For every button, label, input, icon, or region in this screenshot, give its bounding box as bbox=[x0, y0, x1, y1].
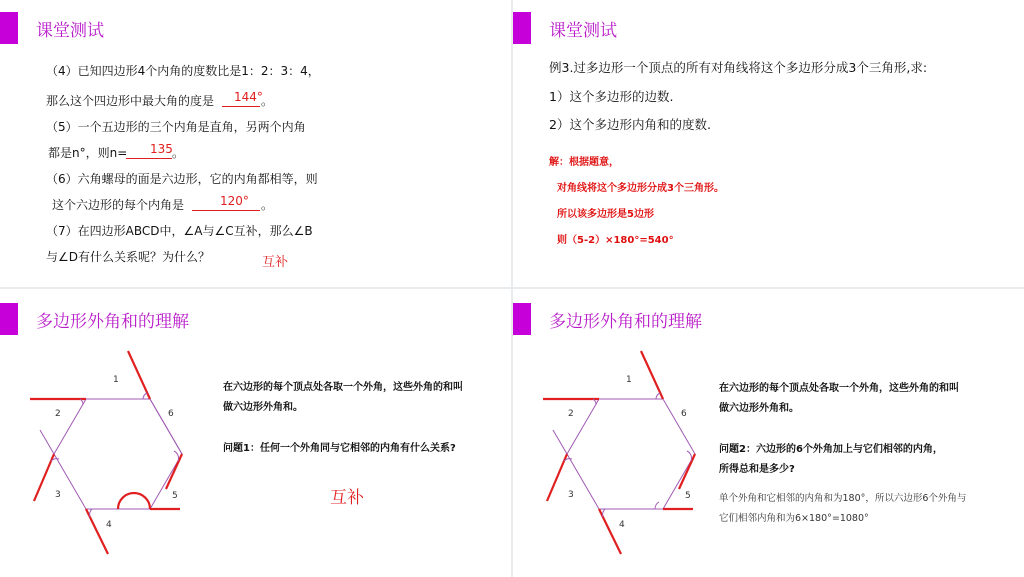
q4-line2: 那么这个四边形中最大角的度是 bbox=[46, 94, 215, 108]
note-line2: 它们相邻内角和为6×180°=1080° bbox=[719, 513, 869, 524]
question-2-line1: 问题2：六边形的6个外角加上与它们相邻的内角， bbox=[719, 444, 943, 455]
definition-line2: 做六边形外角和。 bbox=[719, 403, 799, 414]
q4-end: 。 bbox=[261, 94, 274, 108]
q5-answer: 135 bbox=[150, 142, 173, 156]
accent-bar bbox=[513, 12, 531, 44]
slide-quiz-1 bbox=[0, 0, 511, 287]
q7-line2: 与∠D有什么关系呢？为什么？ bbox=[46, 250, 210, 264]
question-2-line2: 所得总和是多少? bbox=[719, 464, 795, 475]
solution-line4: 则（5-2）×180°=540° bbox=[557, 235, 674, 246]
q5-line1: （5）一个五边形的三个内角是直角，另两个内角 bbox=[46, 120, 306, 134]
hexagon-diagram bbox=[0, 289, 220, 577]
slide-quiz-2 bbox=[513, 0, 1024, 287]
label-6: 6 bbox=[168, 409, 174, 419]
slide-title: 课堂测试 bbox=[36, 21, 104, 41]
q6-blank bbox=[192, 210, 260, 211]
label-5: 5 bbox=[172, 491, 178, 501]
solution-line2: 对角线将这个多边形分成3个三角形。 bbox=[557, 183, 724, 194]
label-4: 4 bbox=[619, 520, 625, 530]
hexagon-diagram bbox=[513, 289, 733, 577]
example-statement: 例3.过多边形一个顶点的所有对角线将这个多边形分成3个三角形,求: bbox=[549, 60, 928, 75]
label-1: 1 bbox=[626, 375, 632, 385]
definition-line1: 在六边形的每个顶点处各取一个外角，这些外角的和叫 bbox=[719, 383, 959, 394]
q4-line1: （4）已知四边形4个内角的度数比是1：2：3：4， bbox=[46, 64, 320, 78]
label-2: 2 bbox=[55, 409, 61, 419]
q5-line2: 都是n°，则n= bbox=[48, 146, 128, 160]
q6-end: 。 bbox=[261, 198, 274, 212]
accent-bar bbox=[0, 12, 18, 44]
note-line1: 单个外角和它相邻的内角和为180°，所以六边形6个外角与 bbox=[719, 493, 967, 504]
label-3: 3 bbox=[568, 490, 574, 500]
definition-line2: 做六边形外角和。 bbox=[223, 402, 303, 413]
slide-title: 课堂测试 bbox=[549, 21, 617, 41]
slide-title: 多边形外角和的理解 bbox=[36, 312, 189, 332]
label-4: 4 bbox=[106, 520, 112, 530]
q7-line1: （7）在四边形ABCD中，∠A与∠C互补，那么∠B bbox=[46, 224, 313, 238]
label-3: 3 bbox=[55, 490, 61, 500]
label-2: 2 bbox=[568, 409, 574, 419]
example-q2: 2）这个多边形内角和的度数. bbox=[549, 117, 711, 132]
solution-line3: 所以该多边形是5边形 bbox=[557, 209, 654, 220]
example-q1: 1）这个多边形的边数. bbox=[549, 89, 674, 104]
question-1: 问题1：任何一个外角同与它相邻的内角有什么关系? bbox=[223, 443, 456, 454]
answer-complementary: 互补 bbox=[330, 488, 364, 508]
q7-answer: 互补 bbox=[262, 255, 289, 270]
definition-line1: 在六边形的每个顶点处各取一个外角，这些外角的和叫 bbox=[223, 382, 463, 393]
q4-answer: 144° bbox=[234, 90, 263, 104]
q5-end: 。 bbox=[172, 146, 185, 160]
label-6: 6 bbox=[681, 409, 687, 419]
solution-line1: 解：根据题意， bbox=[549, 157, 619, 168]
label-5: 5 bbox=[685, 491, 691, 501]
label-1: 1 bbox=[113, 375, 119, 385]
slide-exterior-angles-2 bbox=[513, 289, 1024, 577]
slide-title: 多边形外角和的理解 bbox=[549, 312, 702, 332]
slide-exterior-angles-1 bbox=[0, 289, 511, 577]
q6-line1: （6）六角螺母的面是六边形，它的内角都相等，则 bbox=[46, 172, 318, 186]
q6-answer: 120° bbox=[220, 194, 249, 208]
q6-line2: 这个六边形的每个内角是 bbox=[52, 198, 185, 212]
q4-blank bbox=[222, 106, 260, 107]
q5-blank bbox=[126, 158, 172, 159]
